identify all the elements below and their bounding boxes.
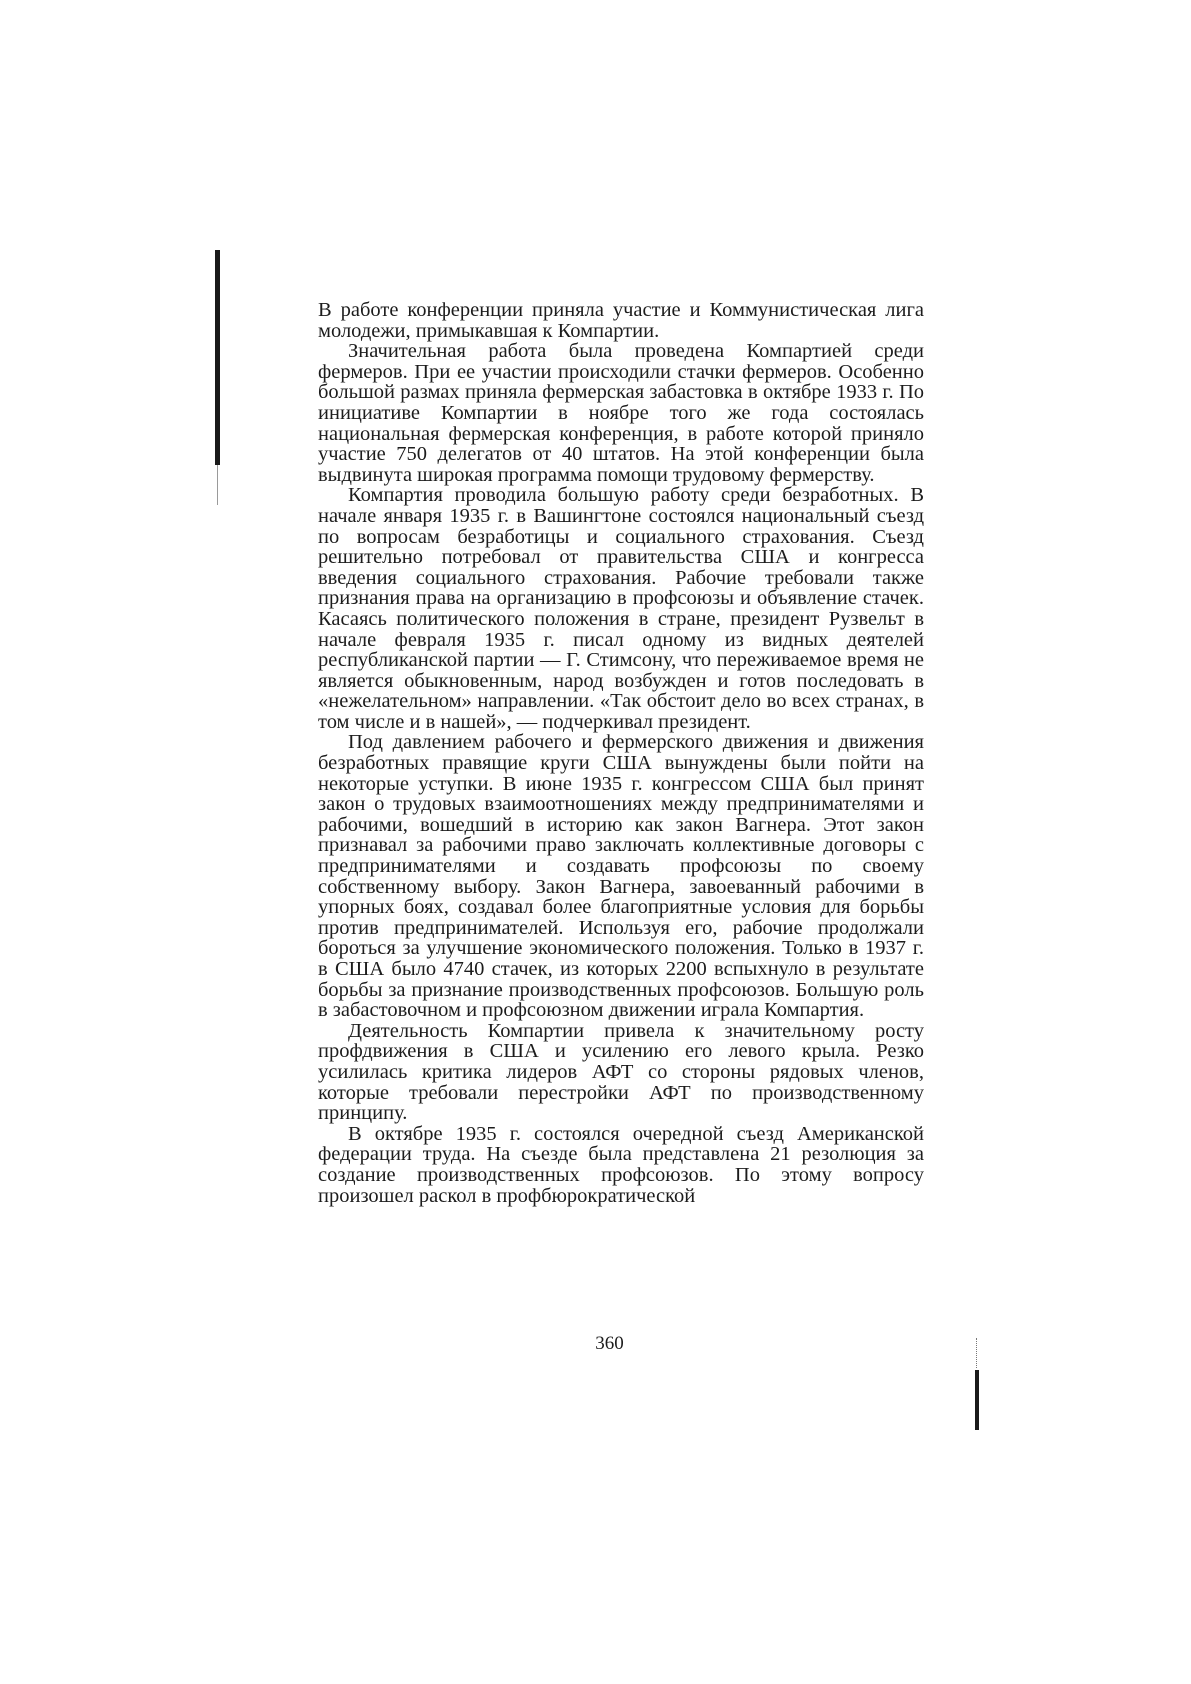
paragraph: Деятельность Компартии привела к значительному росту профдвижения в США и усилению его левого крыла. Резко усилилась критика лидеров АФТ со стороны рядовых членов, которые требовали перестройки АФТ по производственному принципу.: [318, 1019, 924, 1125]
margin-bar-right: [975, 1370, 979, 1430]
margin-bar-left: [215, 250, 220, 465]
paragraph: В работе конференции приняла участие и Коммунистическая лига молодежи, примыкавшая к Компартии.: [318, 299, 924, 342]
paragraph: Под давлением рабочего и фермерского движения и движения безработных правящие круги США вынуждены были пойти на некоторые уступки. В июне 1935 г. конгрессом США был принят закон о трудовых взаимоотношениях между предпринимателями и рабочими, вошедший в историю как закон Вагнера. Этот закон признавал за рабочими право заключать коллективные договоры с предпринимателями и создавать профсоюзы по своему собственному выбору. Закон Вагнера, завоеванный рабочими в упорных боях, создавал более благоприятные условия для борьбы против предпринимателей. Используя его, рабочие продолжали бороться за улучшение экономического положения. Только в 1937 г. в США было 4740 стачек, из которых 2200 вспыхнуло в результате борьбы за признание производственных профсоюзов. Большую роль в забастовочном и профсоюзном движении играла Компартия.: [318, 731, 924, 1022]
paragraph: Значительная работа была проведена Компартией среди фермеров. При ее участии происходили стачки фермеров. Особенно большой размах приняла фермерская забастовка в октябре 1933 г. По инициативе Компартии в ноябре того же года состоялась национальная фермерская конференция, в работе которой приняло участие 750 делегатов от 40 штатов. На этой конференции была выдвинута широкая программа помощи трудовому фермерству.: [318, 340, 924, 486]
paragraph: Компартия проводила большую работу среди безработных. В начале января 1935 г. в Вашингтоне состоялся национальный съезд по вопросам безработицы и социального страхования. Съезд решительно потребовал от правительства США и конгресса введения социального страхования. Рабочие требовали также признания права на организацию в профсоюзы и объявление стачек. Касаясь политического положения в стране, президент Рузвельт в начале февраля 1935 г. писал одному из видных деятелей республиканской партии — Г. Стимсону, что переживаемое время не является обыкновенным, народ возбужден и готов последовать в «нежелательном» направлении. «Так обстоит дело во всех странах, в том числе и в нашей», — подчеркивал президент.: [318, 484, 924, 733]
page-number: 360: [595, 1333, 624, 1354]
margin-line-left: [217, 465, 218, 505]
body-text: [318, 300, 924, 1206]
paragraph: В октябре 1935 г. состоялся очередной съезд Американской федерации труда. На съезде была представлена 21 резолюция за создание производственных профсоюзов. По этому вопросу произошел раскол в профбюрократической: [318, 1122, 924, 1207]
